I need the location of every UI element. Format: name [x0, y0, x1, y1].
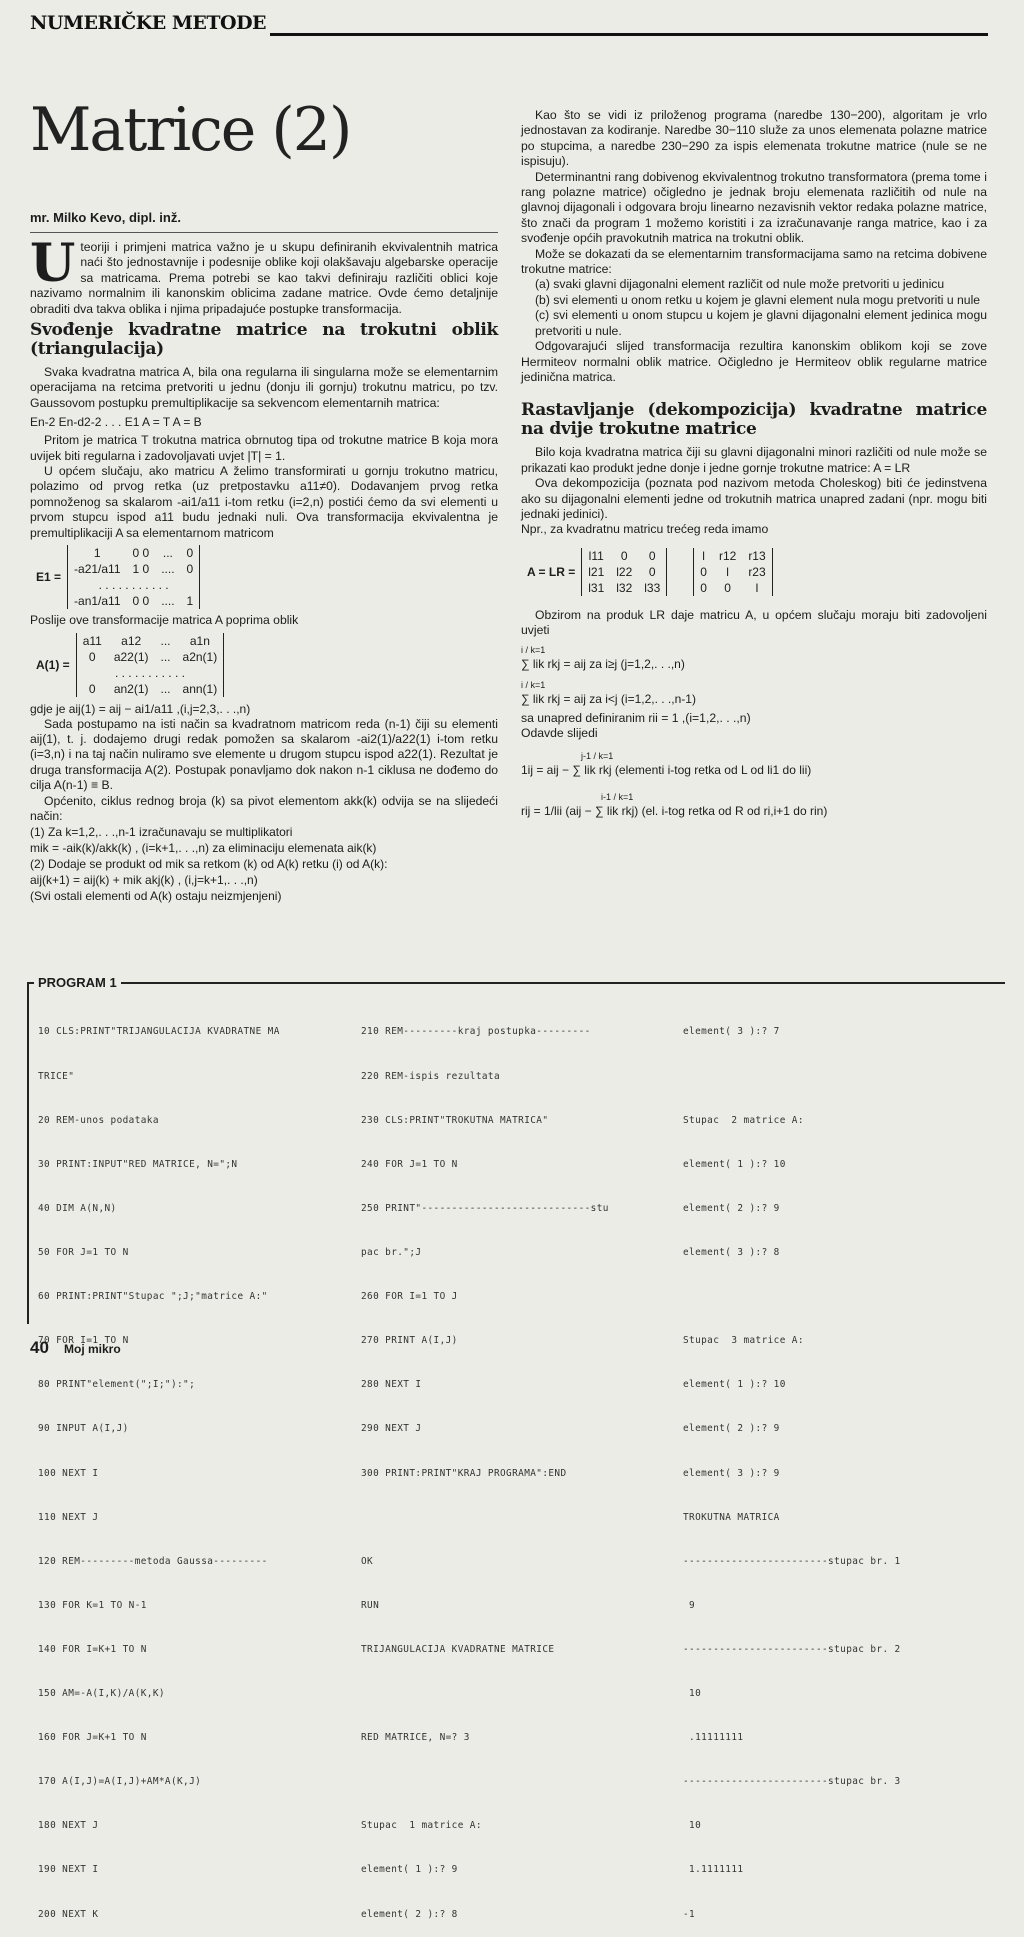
matrix-cell: r12	[718, 548, 737, 563]
code-line: 150 AM=-A(I,K)/A(K,K)	[38, 1688, 165, 1700]
code-line: 290 NEXT J	[361, 1423, 422, 1435]
code-line: TRICE"	[38, 1070, 75, 1082]
matrix-dots: . . . . . . . . . . .	[68, 577, 200, 593]
matrix-cell: a22(1)	[113, 649, 149, 664]
code-line: 70 FOR I=1 TO N	[38, 1335, 129, 1347]
matrix-cell: 1	[68, 545, 127, 561]
code-line: TRIJANGULACIJA KVADRATNE MATRICE	[361, 1643, 555, 1655]
code-line: 170 A(I,J)=A(I,J)+AM*A(K,J)	[38, 1776, 202, 1788]
subheading-decomposition: Rastavljanje (dekompozicija) kvadratne matrice na dvije trokutne matrice	[521, 400, 987, 440]
matrix-cell: ...	[160, 649, 171, 664]
matrix-cell: ....	[161, 562, 175, 577]
subheading-triangulation: Svođenje kvadratne matrice na trokutni oblik (triangulacija)	[30, 320, 498, 360]
matrix-cell: 0	[694, 564, 713, 580]
paragraph: Kao što se vidi iz priloženog programa (naredbe 130−200), algoritam je vrlo jednostavan za kodiranje. Naredbe 30−110 služe za unos elemenata polazne matrice po stupcima, a naredbe 230−290 za ispis elemenata trokutne matrice (nule se ne ispisuju).	[521, 108, 987, 169]
code-line	[361, 1511, 679, 1526]
intro-paragraph	[30, 233, 498, 317]
matrix-cell: r13	[742, 548, 772, 564]
paragraph: Npr., za kvadratnu matricu trećeg reda imamo	[521, 522, 769, 537]
matrix-cell: ...	[160, 633, 171, 648]
code-line: ------------------------stupac br. 3	[683, 1776, 901, 1788]
code-line: ------------------------stupac br. 1	[683, 1555, 901, 1567]
sum-limits: j-1 / k=1	[581, 751, 614, 762]
code-line: RED MATRICE, N=? 3	[361, 1732, 470, 1744]
code-line: 90 INPUT A(I,J)	[38, 1423, 129, 1435]
code-line: 200 NEXT K	[38, 1908, 99, 1920]
code-line: 220 REM-ispis rezultata	[361, 1070, 501, 1082]
matrix-label: A(1) =	[36, 657, 70, 672]
matrix-cell: 0 0	[132, 594, 150, 609]
section-label: NUMERIČKE METODE	[30, 12, 267, 34]
paragraph: Ova dekompozicija (poznata pod nazivom metoda Choleskog) biti će jedinstvena ako su dijagonalni elementi jedne od trokutnih matrica unapred zadani (npr. mogu biti jednaki jedinici).	[521, 476, 987, 521]
code-line	[683, 1070, 983, 1085]
code-line: 50 FOR J=1 TO N	[38, 1246, 129, 1258]
code-line: 20 REM-unos podataka	[38, 1114, 159, 1126]
matrix-cell: 0	[620, 548, 628, 563]
code-line: 40 DIM A(N,N)	[38, 1202, 117, 1214]
matrix-cell: ...	[160, 681, 171, 696]
equation-r: rij = 1/lii (aij − ∑ lik rkj) (el. i-tog retka od R od ri,i+1 do rin)	[521, 804, 828, 819]
paragraph: Može se dokazati da se elementarnim transformacijama samo na retcima dobivene trokutne matrice:	[521, 246, 987, 277]
code-line: element( 3 ):? 9	[683, 1467, 780, 1479]
matrix-cell: l32	[616, 580, 633, 595]
code-line: Stupac 2 matrice A:	[683, 1114, 804, 1126]
code-line: element( 2 ):? 9	[683, 1202, 780, 1214]
code-line: 240 FOR J=1 TO N	[361, 1158, 458, 1170]
program-title: PROGRAM 1	[34, 975, 121, 990]
matrix-cell: ann(1)	[177, 681, 224, 697]
sum-limits: i / k=1	[521, 679, 546, 690]
matrix-cell: ....	[161, 594, 175, 609]
matrix-cell: l21	[582, 564, 611, 580]
code-line: Stupac 3 matrice A:	[683, 1335, 804, 1347]
matrix-cell: 0	[76, 681, 108, 697]
code-line: Stupac 1 matrice A:	[361, 1820, 482, 1832]
paragraph: Svaka kvadratna matrica A, bila ona regularna ili singularna može se elementarnim operacijama na retcima pretvoriti u jednu (donju ili gornju) trokutnu matricu, po tzv. Gaussovom postupku premultiplikacije sa sekvencom elementarnih matrica:	[30, 365, 498, 410]
code-line: 280 NEXT I	[361, 1379, 422, 1391]
code-line: 300 PRINT:PRINT"KRAJ PROGRAMA":END	[361, 1467, 567, 1479]
matrix-a1	[30, 633, 498, 697]
author-rule	[30, 232, 498, 233]
paragraph: Obzirom na produk LR daje matricu A, u općem slučaju moraju biti zadovoljeni uvjeti	[521, 607, 987, 638]
paragraph: Odgovarajući slijed transformacija rezultira kanonskim oblikom koji se zove Hermiteov normalni oblik matrice. Očigledno je Hermiteov oblik regularne matrice jedinična matrica.	[521, 339, 987, 384]
right-column	[521, 108, 987, 819]
paragraph: U općem slučaju, ako matricu A želimo transformirati u gornju trokutno matricu, polazimo od prvog retka (uz pretpostavku a11≠0). Dodavanjem prvog retka pomnoženog sa skalarom -ai1/a11 i-tom retku (i=2,n) postići ćemo da svi elementi u prvom stupcu ispod a11 budu jednaki nuli. Ova transformacija ekvivalentna je premultiplikaciji A sa elementarnom matricom	[30, 464, 498, 540]
intro-text: teoriji i primjeni matrica važno je u skupu definiranih ekvivalentnih matrica naći što jednostavnije i podesnije oblike koji olakšavaju algebarske operacije sa matricama. Prema potrebi se kao takvi definiraju različiti oblici koje nazivamo normalnim ili kanonskim oblicima zadane matrice. Ovde ćemo detaljnije obraditi dva takva oblika i njima pripadajuće postupke transformacija.	[30, 240, 498, 316]
paragraph: Odavde slijedi	[521, 725, 598, 740]
matrix-label: A = LR =	[527, 564, 576, 579]
matrix-cell: 0	[181, 561, 200, 577]
matrix-dots: . . . . . . . . . . .	[76, 665, 224, 681]
code-line: 10	[683, 1820, 702, 1832]
code-line: -1	[683, 1908, 696, 1920]
condition-2: ∑ lik rkj = aij za i<j (i=1,2,. . .,n-1)	[521, 691, 696, 706]
matrix-cell: l	[726, 564, 729, 579]
step-line: (1) Za k=1,2,. . .,n-1 izračunavaju se multiplikatori	[30, 825, 293, 840]
code-line: pac br.";J	[361, 1246, 422, 1258]
paragraph: sa unapred definiranim rii = 1 ,(i=1,2,. . .,n)	[521, 710, 751, 725]
matrix-cell: r23	[742, 564, 772, 580]
code-line: RUN	[361, 1599, 380, 1611]
matrix-lr	[521, 548, 987, 596]
code-line: 10	[683, 1688, 702, 1700]
matrix-cell: a11	[76, 633, 108, 649]
dropcap: U	[30, 233, 76, 294]
matrix-cell: a12	[121, 633, 142, 648]
matrix-cell: 1	[181, 593, 200, 609]
matrix-cell: l11	[582, 548, 611, 564]
matrix-cell: -a21/a11	[68, 561, 127, 577]
step-line: (Svi ostali elementi od A(k) ostaju neizmjenjeni)	[30, 889, 282, 904]
code-line: element( 1 ):? 10	[683, 1379, 786, 1391]
matrix-cell: an2(1)	[113, 681, 149, 696]
code-line: 270 PRINT A(I,J)	[361, 1335, 458, 1347]
left-column	[30, 233, 498, 904]
formula-recurrence: gdje je aij(1) = aij − ai1/a11 ,(i,j=2,3,. . .,n)	[30, 701, 251, 716]
paragraph: Bilo koja kvadratna matrica čiji su glavni dijagonalni minori različiti od nule može se prikazati kao produkt jedne donje i jedne gornje trokutne matrice: A = LR	[521, 445, 987, 475]
matrix-cell: 0	[638, 548, 667, 564]
sum-limits: i / k=1	[521, 644, 546, 655]
list-item: (c) svi elementi u onom stupcu u kojem je glavni dijagonalni element jedinica mogu pretvoriti u nule.	[535, 308, 987, 338]
code-line: 140 FOR I=K+1 TO N	[38, 1643, 147, 1655]
code-line: ------------------------stupac br. 2	[683, 1643, 901, 1655]
paragraph: Pritom je matrica T trokutna matrica obrnutog tipa od trokutne matrice B koja mora uvijek biti regularna i zadovoljavati uvjet |T| = 1.	[30, 433, 498, 463]
code-line: element( 2 ):? 9	[683, 1423, 780, 1435]
code-column-2	[361, 996, 679, 1937]
code-line: 30 PRINT:INPUT"RED MATRICE, N=";N	[38, 1158, 238, 1170]
equation-l: 1ij = aij − ∑ lik rkj (elementi i-tog retka od L od li1 do lii)	[521, 763, 812, 778]
code-line: 250 PRINT"----------------------------stu	[361, 1202, 609, 1214]
code-line: 130 FOR K=1 TO N-1	[38, 1599, 147, 1611]
code-line: .11111111	[683, 1732, 744, 1744]
matrix-cell: l	[742, 580, 772, 596]
code-line	[361, 1775, 679, 1790]
section-rule	[270, 33, 988, 36]
matrix-cell: ...	[162, 546, 173, 561]
code-line	[361, 1687, 679, 1702]
matrix-cell: 0	[694, 580, 713, 596]
code-line: element( 2 ):? 8	[361, 1908, 458, 1920]
list-item: (a) svaki glavni dijagonalni element različit od nule može pretvoriti u jedinicu	[535, 277, 945, 292]
step-line: (2) Dodaje se produkt od mik sa retkom (k) od A(k) retku (i) od A(k):	[30, 857, 388, 872]
code-line: 210 REM---------kraj postupka---------	[361, 1026, 591, 1038]
code-line: 10 CLS:PRINT"TRIJANGULACIJA KVADRATNE MA	[38, 1026, 280, 1038]
code-line: 80 PRINT"element(";I;"):";	[38, 1379, 196, 1391]
matrix-e1	[30, 545, 498, 609]
code-column-1	[38, 996, 360, 1937]
code-line: 100 NEXT I	[38, 1467, 99, 1479]
matrix-cell: 0	[181, 545, 200, 561]
code-line: element( 1 ):? 9	[361, 1864, 458, 1876]
author-line: mr. Milko Kevo, dipl. inž.	[30, 210, 181, 225]
code-line: element( 3 ):? 7	[683, 1026, 780, 1038]
matrix-cell: a2n(1)	[177, 649, 224, 665]
code-line: 230 CLS:PRINT"TROKUTNA MATRICA"	[361, 1114, 549, 1126]
matrix-cell: l31	[582, 580, 611, 596]
matrix-label: E1 =	[36, 570, 62, 585]
matrix-cell: l33	[638, 580, 667, 596]
code-line: OK	[361, 1555, 374, 1567]
code-line: 9	[683, 1599, 696, 1611]
code-line	[683, 1290, 983, 1305]
matrix-cell: 0	[724, 580, 731, 595]
step-line: aij(k+1) = aij(k) + mik akj(k) , (i,j=k+1,. . .,n)	[30, 873, 258, 888]
matrix-cell: l22	[616, 564, 633, 579]
code-line: 120 REM---------metoda Gaussa---------	[38, 1555, 268, 1567]
code-column-3	[683, 996, 983, 1937]
code-line: element( 1 ):? 10	[683, 1158, 786, 1170]
code-line: 260 FOR I=1 TO J	[361, 1291, 458, 1303]
magazine-name: Moj mikro	[64, 1342, 121, 1356]
code-line: 60 PRINT:PRINT"Stupac ";J;"matrice A:"	[38, 1291, 268, 1303]
matrix-cell: 1 0	[132, 562, 150, 577]
paragraph: Općenito, ciklus rednog broja (k) sa pivot elementom akk(k) odvija se na slijedeći način:	[30, 793, 498, 823]
paragraph: Poslije ove transformacije matrica A poprima oblik	[30, 613, 299, 628]
matrix-cell: -an1/a11	[68, 593, 127, 609]
article-title: Matrice (2)	[30, 95, 351, 165]
matrix-cell: l	[694, 548, 713, 564]
matrix-cell: 0 0	[132, 546, 150, 561]
paragraph: Sada postupamo na isti način sa kvadratnom matricom reda (n-1) čiji su elementi aij(1), t. j. dodajemo drugi redak pomožen sa skalarom -ai2(1)/a22(1) i-tom retku (i=3,n) i na taj način nuliramo sve elemente u drugom stupcu ispod a22(1). Rezultat je druga transformacija A(2). Postupak ponavljamo dok nakon n-1 ciklusa ne dođemo do cilja A(n-1) ≡ B.	[30, 716, 498, 793]
code-line: element( 3 ):? 8	[683, 1246, 780, 1258]
code-line: 160 FOR J=K+1 TO N	[38, 1732, 147, 1744]
matrix-cell: 0	[638, 564, 667, 580]
step-line: mik = -aik(k)/akk(k) , (i=k+1,. . .,n) za eliminaciju elemenata aik(k)	[30, 841, 377, 856]
sum-limits: i-1 / k=1	[601, 792, 634, 803]
code-line: 110 NEXT J	[38, 1511, 99, 1523]
page-number: 40	[30, 1338, 49, 1357]
code-line: 180 NEXT J	[38, 1820, 99, 1832]
formula-elementary: En-2 En-d2-2 . . . E1 A = T A = B	[30, 415, 202, 430]
list-item: (b) svi elementi u onom retku u kojem je glavni element nula mogu pretvoriti u nule	[535, 292, 981, 307]
paragraph: Determinantni rang dobivenog ekvivalentnog trokutno transformatora (prema tome i rang polazne matrice) očigledno je jednak broju elemenata različitih od nule na glavnoj dijagonali i odgovara broju linearno nezavisnih vektor redaka polazne matrice, što znači da program 1 možemo koristiti i za izračunavanje ranga matrice, kao i za svođenje općih pravokutnih matrica na trokutni oblik.	[521, 169, 987, 246]
code-line: 1.1111111	[683, 1864, 744, 1876]
condition-1: ∑ lik rkj = aij za i≥j (j=1,2,. . .,n)	[521, 656, 685, 671]
code-line: 190 NEXT I	[38, 1864, 99, 1876]
matrix-cell: a1n	[177, 633, 224, 649]
code-line: TROKUTNA MATRICA	[683, 1511, 780, 1523]
matrix-cell: 0	[76, 649, 108, 665]
